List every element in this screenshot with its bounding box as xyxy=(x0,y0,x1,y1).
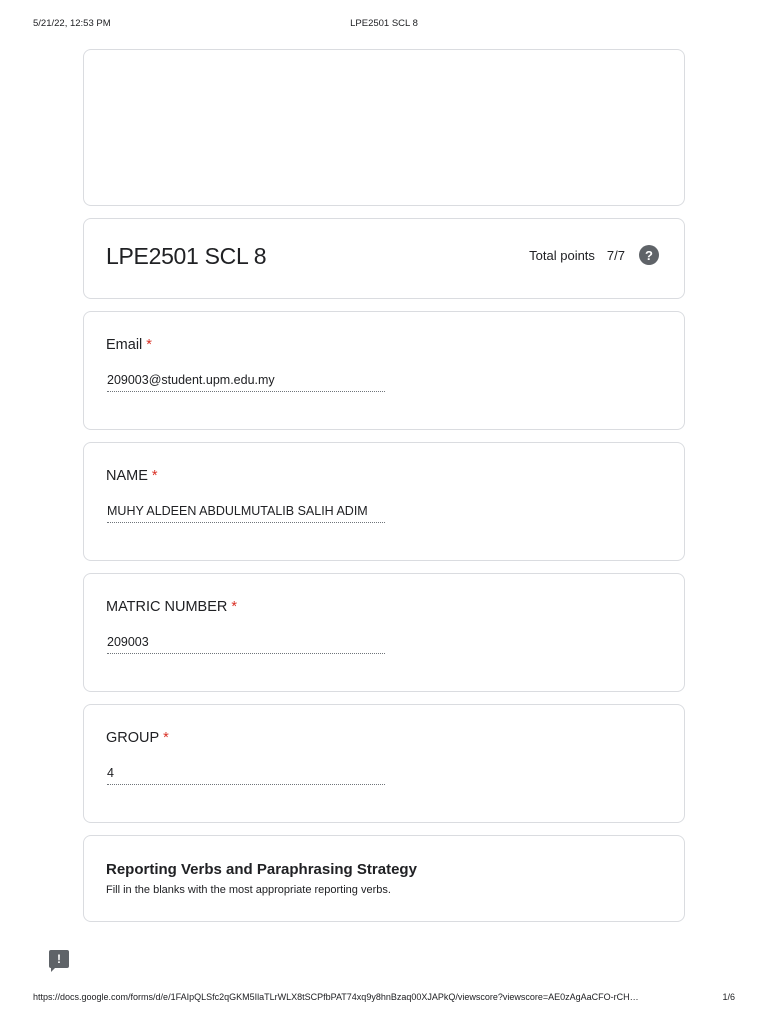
email-answer: 209003@student.upm.edu.my xyxy=(107,373,385,392)
question-label: GROUP xyxy=(106,730,160,746)
print-header xyxy=(33,18,735,32)
question-card-name xyxy=(83,442,685,561)
question-title xyxy=(106,730,169,746)
total-points-label: Total points xyxy=(529,247,595,263)
section-header-card xyxy=(83,835,685,922)
total-points-value: 7/7 xyxy=(606,247,625,263)
print-document-title: LPE2501 SCL 8 xyxy=(350,18,418,29)
question-label: NAME xyxy=(106,468,148,484)
question-card-group xyxy=(83,704,685,823)
matric-number-answer: 209003 xyxy=(107,635,385,654)
form-title-card xyxy=(83,218,685,299)
required-asterisk: * xyxy=(146,337,152,353)
print-footer xyxy=(33,992,735,1006)
form-title: LPE2501 SCL 8 xyxy=(106,243,267,269)
help-icon[interactable]: ? xyxy=(639,245,659,265)
question-card-matric-number xyxy=(83,573,685,692)
question-title xyxy=(106,337,152,353)
group-answer: 4 xyxy=(107,766,385,785)
question-title xyxy=(106,599,237,615)
section-description: Fill in the blanks with the most appropriate reporting verbs. xyxy=(106,884,391,896)
required-asterisk: * xyxy=(163,730,169,746)
name-answer: MUHY ALDEEN ABDULMUTALIB SALIH ADIM xyxy=(107,504,385,523)
report-feedback-icon[interactable]: ! xyxy=(49,950,69,968)
total-points xyxy=(529,245,659,265)
question-title xyxy=(106,468,158,484)
question-label: MATRIC NUMBER xyxy=(106,599,228,615)
section-title: Reporting Verbs and Paraphrasing Strategy xyxy=(106,861,417,878)
question-label: Email xyxy=(106,337,143,353)
print-datetime: 5/21/22, 12:53 PM xyxy=(33,18,111,29)
question-card-email xyxy=(83,311,685,430)
form-header-banner xyxy=(83,49,685,206)
page-number: 1/6 xyxy=(722,992,735,1002)
required-asterisk: * xyxy=(151,468,158,484)
print-url: https://docs.google.com/forms/d/e/1FAIpQLSfc2qGKM5IlaTLrWLX8tSCPfbPAT74xq9y8hnBzaq00XJAPkQ/viewscore?viewscore=AE0zAgAaCFO-rCH… xyxy=(33,992,639,1002)
required-asterisk: * xyxy=(231,599,238,615)
